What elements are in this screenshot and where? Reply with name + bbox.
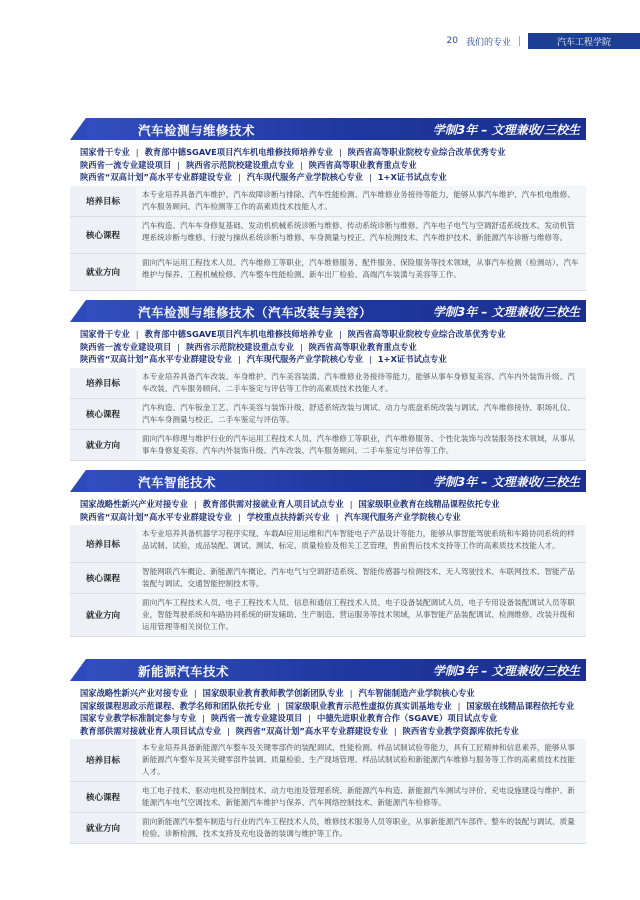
tag-separator: | — [135, 147, 139, 157]
tag-item: 陕西省高等职业院校专业综合改革优秀专业 — [347, 147, 506, 157]
row-label: 核心课程 — [70, 217, 136, 253]
tag-item: 1+X证书试点专业 — [377, 354, 447, 364]
tag-item: 教育部供需对接就业育人项目试点专业 — [202, 499, 344, 509]
tag-item: 陕西省一流专业建设项目 — [80, 341, 172, 352]
tag-line — [80, 341, 586, 354]
row-text: 本专业培养具备机器学习程序实现、车载AI应用运维和汽车智能电子产品设计等能力，能够从事智能驾驶系统和车路协同系统的样品试制、试验，成品装配、调试、测试、标定、质量检验及相关工艺管理，售前售后技术支持等工作的高素质技术技能人才。 — [136, 525, 586, 562]
tag-line — [80, 687, 586, 700]
row-label: 核心课程 — [70, 782, 136, 812]
school-badge: 汽车工程学院 — [528, 33, 640, 49]
row-label: 就业方向 — [70, 813, 136, 843]
major-term: 学制3年 – 文理兼收/三校生 — [432, 475, 580, 489]
tag-separator: | — [227, 725, 230, 736]
row-label: 培养目标 — [70, 525, 136, 562]
tag-item: 陕西省“双高计划”高水平专业群建设专业 — [80, 511, 232, 522]
header-accent — [70, 659, 86, 681]
info-row — [70, 254, 586, 291]
major-section — [70, 659, 586, 844]
header-accent — [70, 118, 86, 140]
tag-separator: | — [237, 354, 241, 364]
tag-item: 1+X证书试点专业 — [377, 172, 447, 182]
tag-separator: | — [237, 511, 241, 522]
major-title: 汽车检测与维修技术（汽车改装与美容） — [138, 305, 373, 320]
tag-separator: | — [349, 688, 353, 698]
tag-separator: | — [237, 172, 241, 182]
major-tags — [70, 681, 586, 739]
tag-line — [80, 511, 586, 524]
tag-item: 陕西省一流专业建设项目 — [210, 713, 303, 723]
page-header — [447, 33, 640, 49]
tag-item: 中德先进职业教育合作（SGAVE）项目试点专业 — [317, 713, 498, 723]
info-row — [70, 399, 586, 430]
row-text: 本专业培养具备汽车改装、车身维护、汽车美容装潢、汽车维修业务接待等能力，能够从事车身修复美容、汽车内外装饰升级、汽车改装、汽车服务顾问、二手车鉴定与评估等工作的高素质技术技能人才。 — [136, 368, 586, 398]
tag-separator: | — [276, 700, 280, 711]
info-row — [70, 525, 586, 563]
tag-item: 教育部中德SGAVE项目汽车机电维修技师培养专业 — [144, 329, 333, 339]
info-row — [70, 430, 586, 461]
tag-item: 陕西省示范院校建设重点专业 — [186, 159, 294, 170]
info-row — [70, 563, 586, 594]
row-label: 核心课程 — [70, 563, 136, 593]
tag-item: 国家骨干专业 — [80, 147, 130, 157]
tag-item: 陕西省高等职业院校专业综合改革优秀专业 — [347, 329, 506, 339]
tag-line — [80, 328, 586, 341]
row-label: 核心课程 — [70, 399, 136, 429]
major-tags — [70, 140, 586, 186]
tag-item: 国家级职业教育教师教学创新团队专业 — [202, 688, 344, 698]
info-row — [70, 368, 586, 399]
info-row — [70, 217, 586, 254]
major-title: 汽车智能技术 — [138, 475, 217, 490]
tag-item: 汽车现代服务产业学院核心专业 — [246, 354, 363, 364]
tag-separator: | — [349, 499, 353, 509]
major-header — [70, 659, 586, 681]
tag-item: 国家战略性新兴产业对接专业 — [80, 499, 188, 509]
tag-line — [80, 498, 586, 511]
info-row — [70, 739, 586, 782]
tag-item: 陕西省专业教学资源库依托专业 — [402, 725, 519, 736]
tag-line — [80, 353, 586, 366]
tag-separator: | — [299, 341, 303, 352]
tag-separator: | — [135, 329, 139, 339]
tag-line — [80, 159, 586, 172]
info-row — [70, 594, 586, 637]
major-header — [70, 300, 586, 322]
tag-separator: | — [202, 713, 205, 723]
row-label: 就业方向 — [70, 254, 136, 290]
tag-item: 汽车现代服务产业学院核心专业 — [344, 511, 461, 522]
major-section — [70, 470, 586, 637]
tag-item: 教育部中德SGAVE项目汽车机电维修技师培养专业 — [144, 147, 333, 157]
info-row — [70, 186, 586, 217]
row-text: 汽车构造、汽车车身修复基础、发动机机械系统诊断与维修、传动系统诊断与维修、汽车电子电气与空调舒适系统技术、发动机管理系统诊断与维修、行驶与操纵系统诊断与维修、车身测量与校正、汽车检测技术、汽车维护技术、新能源汽车诊断与维修等。 — [136, 217, 586, 253]
tag-line — [80, 712, 586, 725]
major-tags — [70, 322, 586, 368]
tag-item: 学校重点扶持新兴专业 — [246, 511, 330, 522]
tag-separator: | — [193, 688, 197, 698]
tag-separator: | — [299, 159, 303, 170]
row-text: 面向新能源汽车整车制造与行业的汽车工程技术人员，维修技术服务人员等职业，从事新能源汽车部件、整车的装配与调试、质量检验、诊断检测、技术支持及充电设备的装调与维护等工作。 — [136, 813, 586, 843]
major-term: 学制3年 – 文理兼收/三校生 — [432, 305, 580, 319]
tag-line — [80, 146, 586, 159]
tag-separator: | — [177, 159, 181, 170]
tag-item: 国家级课程思政示范课程、教学名师和团队依托专业 — [80, 700, 271, 711]
tag-item: 教育部供需对接就业育人项目试点专业 — [80, 725, 222, 736]
tag-item: 陕西省示范院校建设重点专业 — [186, 341, 294, 352]
page-number: 20 — [446, 36, 458, 46]
major-term: 学制3年 – 文理兼收/三校生 — [432, 123, 580, 137]
tag-item: 国家专业教学标准制定参与专业 — [80, 713, 197, 723]
major-section — [70, 118, 586, 291]
tag-item: 国家级职业教育示范性虚拟仿真实训基地专业 — [285, 700, 452, 711]
row-text: 本专业培养具备新能源汽车整车及关键零部件的装配调试、性能检测、样品试制试验等能力，具有工匠精神和信息素养，能够从事新能源汽车整车及其关键零部件装调、质量检验、生产现场管理、样品试制试验和新能源汽车维修与服务等工作的高素质技术技能人才。 — [136, 739, 586, 781]
major-header — [70, 118, 586, 140]
row-text: 电工电子技术、驱动电机及控制技术、动力电池及管理系统、新能源汽车构造、新能源汽车测试与评价、充电设施建设与维护、新能源汽车电气空调技术、新能源汽车维护与保养、汽车网络控制技术、新能源汽车检修等。 — [136, 782, 586, 812]
tag-item: 陕西省“双高计划”高水平专业群建设专业 — [80, 172, 232, 182]
row-text: 面向汽车修理与维护行业的汽车运用工程技术人员、汽车维修工等职业，汽车维修服务、个性化装饰与改装服务技术领域，从事从事车身修复美容、汽车内外装饰升级、汽车改装、汽车服务顾问、二手车鉴定与评估等工作。 — [136, 430, 586, 460]
tag-item: 陕西省高等职业教育重点专业 — [308, 341, 417, 352]
info-row — [70, 782, 586, 813]
tag-item: 国家战略性新兴产业对接专业 — [80, 688, 188, 698]
row-text: 本专业培养具备汽车维护、汽车故障诊断与排除、汽车性能检测、汽车维修业务接待等能力，能够从事汽车维护、汽车机电维修、汽车服务顾问、汽车检测等工作的高素质技术技能人才。 — [136, 186, 586, 216]
header-accent — [70, 470, 86, 492]
tag-line — [80, 171, 586, 184]
tag-separator: | — [393, 725, 397, 736]
major-title: 汽车检测与维修技术 — [138, 123, 256, 138]
major-tags — [70, 492, 586, 525]
header-accent — [70, 300, 86, 322]
row-label: 就业方向 — [70, 594, 136, 636]
tag-item: 陕西省“双高计划”高水平专业群建设专业 — [235, 725, 388, 736]
tag-item: 国家级职业教育在线精品课程依托专业 — [358, 499, 500, 509]
tag-separator: | — [368, 172, 372, 182]
major-header — [70, 470, 586, 492]
row-label: 培养目标 — [70, 186, 136, 216]
tag-line — [80, 700, 586, 713]
row-text: 汽车构造、汽车钣金工艺、汽车美容与装饰升级、舒适系统改装与调试、动力与底盘系统改装与调试、汽车维修接待、职场礼仪、汽车车身测量与校正、二手车鉴定与评估等。 — [136, 399, 586, 429]
tag-item: 国家级在线精品课程依托专业 — [466, 700, 575, 711]
tag-item: 汽车智能制造产业学院核心专业 — [358, 688, 475, 698]
section-name: 我们的专业 — [465, 37, 511, 48]
major-term: 学制3年 – 文理兼收/三校生 — [432, 664, 580, 678]
tag-separator: | — [193, 499, 197, 509]
tag-item: 陕西省“双高计划”高水平专业群建设专业 — [80, 354, 232, 364]
tag-separator: | — [308, 713, 312, 723]
row-text: 智能网联汽车概论、新能源汽车概论、汽车电气与空调舒适系统、智能传感器与检测技术、无人驾驶技术、车联网技术、智能产品装配与调试、交通智能控制技术等。 — [136, 563, 586, 593]
tag-item: 陕西省一流专业建设项目 — [80, 159, 172, 170]
tag-line — [80, 725, 586, 738]
tag-separator: | — [338, 147, 342, 157]
major-title: 新能源汽车技术 — [138, 664, 230, 679]
header-divider — [519, 36, 520, 46]
tag-item: 国家骨干专业 — [80, 329, 130, 339]
tag-separator: | — [368, 354, 372, 364]
tag-item: 陕西省高等职业教育重点专业 — [308, 159, 417, 170]
row-label: 培养目标 — [70, 739, 136, 781]
tag-separator: | — [457, 700, 461, 711]
tag-separator: | — [335, 511, 339, 522]
row-label: 培养目标 — [70, 368, 136, 398]
info-row — [70, 813, 586, 844]
row-text: 面向汽车工程技术人员、电子工程技术人员、信息和通信工程技术人员、电子设备装配调试人员、电子专用设备装配调试人员等职业，智能驾驶系统和车路协同系统的研发辅助、生产制造、营运服务等技术领域，从事智能产品装配调试、检测维修、改装升级和运用管理等相关岗位工作。 — [136, 594, 586, 636]
tag-item: 汽车现代服务产业学院核心专业 — [246, 172, 363, 182]
tag-separator: | — [177, 341, 181, 352]
major-section — [70, 300, 586, 461]
tag-separator: | — [338, 329, 342, 339]
row-label: 就业方向 — [70, 430, 136, 460]
row-text: 面向汽车运用工程技术人员、汽车维修工等职业，汽车维修服务、配件服务、保险服务等技术领域，从事汽车检测（检测站）、汽车维护与保养、工程机械检修、汽车整车性能检测、新车出厂检验、高端汽车装潢与美容等工作。 — [136, 254, 586, 290]
